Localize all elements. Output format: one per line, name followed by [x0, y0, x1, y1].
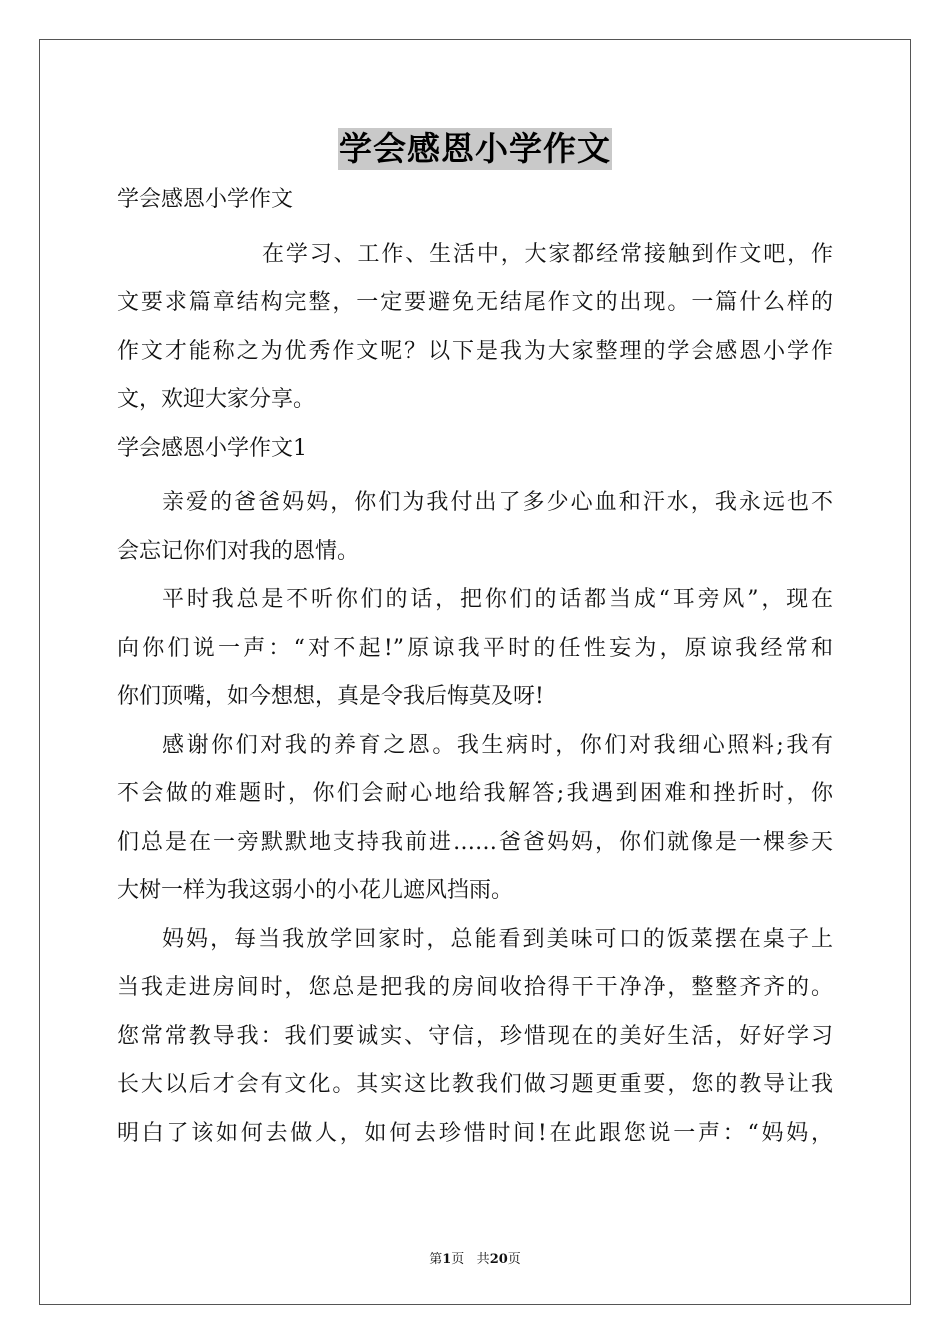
paragraph-line: 你们顶嘴，如今想想，真是令我后悔莫及呀!	[117, 684, 544, 709]
section-heading: 学会感恩小学作文1	[117, 435, 307, 461]
paragraph-line: 大树一样为我这弱小的小花儿遮风挡雨。	[117, 878, 514, 903]
paragraph-line: 向你们说一声：“对不起!”原谅我平时的任性妄为，原谅我经常和	[117, 635, 833, 661]
intro-line: 在学习、工作、生活中，大家都经常接触到作文吧，作	[262, 241, 833, 267]
paragraph-line: 会忘记你们对我的恩情。	[117, 538, 360, 564]
paragraph-line: 明白了该如何去做人，如何去珍惜时间!在此跟您说一声：“妈妈，	[117, 1120, 833, 1146]
footer-total-prefix: 共	[476, 1252, 490, 1267]
paragraph-line: 感谢你们对我的养育之恩。我生病时，你们对我细心照料;我有	[162, 732, 833, 758]
intro-line: 作文才能称之为优秀作文呢？以下是我为大家整理的学会感恩小学作	[117, 338, 833, 364]
paragraph-line: 不会做的难题时，你们会耐心地给我解答;我遇到困难和挫折时，你	[117, 781, 833, 806]
footer-total-pages: 20	[489, 1252, 508, 1267]
paragraph-line: 当我走进房间时，您总是把我的房间收拾得干干净净，整整齐齐的。	[117, 975, 833, 1000]
subtitle: 学会感恩小学作文	[117, 187, 294, 212]
title-wrap	[0, 128, 950, 170]
document-title: 学会感恩小学作文	[339, 129, 611, 168]
document-body	[117, 176, 833, 1158]
page-footer	[0, 1248, 950, 1267]
paragraph-line: 们总是在一旁默默地支持我前进……爸爸妈妈，你们就像是一棵参天	[117, 829, 833, 855]
paragraph-line: 您常常教导我：我们要诚实、守信，珍惜现在的美好生活，好好学习	[117, 1023, 833, 1049]
paragraph-line: 亲爱的爸爸妈妈，你们为我付出了多少心血和汗水，我永远也不	[162, 490, 833, 515]
intro-line: 文，欢迎大家分享。	[117, 387, 316, 412]
paragraph-line: 妈妈，每当我放学回家时，总能看到美味可口的饭菜摆在桌子上	[162, 926, 833, 952]
intro-line: 文要求篇章结构完整，一定要避免无结尾作文的出现。一篇什么样的	[117, 290, 833, 315]
paragraph-line: 长大以后才会有文化。其实这比教我们做习题更重要，您的教导让我	[117, 1072, 833, 1097]
footer-total-suffix: 页	[507, 1252, 521, 1267]
footer-prefix: 第	[429, 1252, 443, 1267]
footer-page-number: 1	[442, 1252, 452, 1267]
footer-page-suffix: 页	[451, 1252, 465, 1267]
paragraph-line: 平时我总是不听你们的话，把你们的话都当成“耳旁风”，现在	[162, 587, 833, 612]
